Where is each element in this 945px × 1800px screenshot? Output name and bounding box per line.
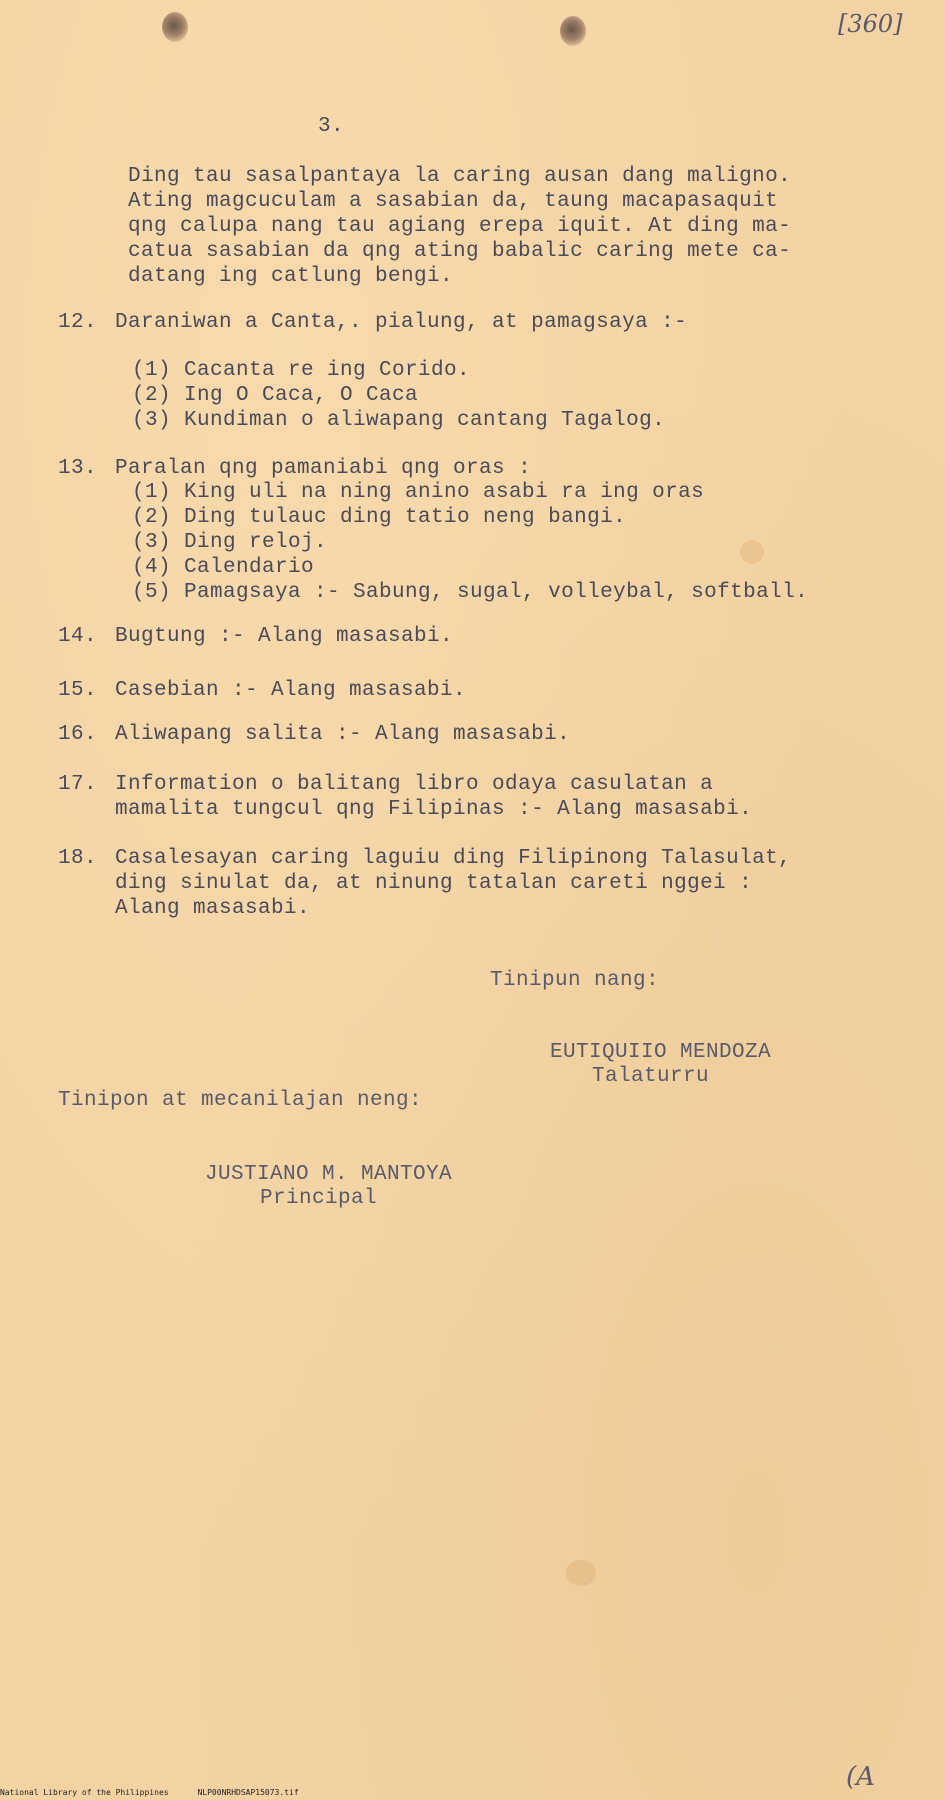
sub-item: (5) Pamagsaya :- Sabung, sugal, volleybal, softball. bbox=[132, 581, 809, 604]
intro-line: qng calupa nang tau agiang erepa iquit. At ding ma- bbox=[128, 215, 792, 238]
item-number: 17. bbox=[58, 773, 98, 796]
item-text: mamalita tungcul qng Filipinas :- Alang masasabi. bbox=[115, 798, 753, 821]
punch-hole-right bbox=[560, 16, 586, 46]
stain bbox=[740, 540, 764, 564]
intro-line: datang ing catlung bengi. bbox=[128, 265, 454, 288]
intro-line: Ding tau sasalpantaya la caring ausan dang maligno. bbox=[128, 165, 792, 188]
item-text: Casebian :- Alang masasabi. bbox=[115, 679, 467, 702]
sub-item: (3) Kundiman o aliwapang cantang Tagalog. bbox=[132, 409, 666, 432]
punch-hole-left bbox=[162, 12, 188, 42]
sub-item: (2) Ding tulauc ding tatio neng bangi. bbox=[132, 506, 627, 529]
sub-item: (4) Calendario bbox=[132, 556, 315, 579]
item-number: 13. bbox=[58, 457, 98, 480]
corner-mark: (A bbox=[846, 1762, 875, 1792]
sub-item: (1) Cacanta re ing Corido. bbox=[132, 359, 471, 382]
collector-name: EUTIQUIIO MENDOZA bbox=[550, 1041, 772, 1064]
item-text: Alang masasabi. bbox=[115, 897, 311, 920]
item-text: ding sinulat da, at ninung tatalan careti nggei : bbox=[115, 872, 753, 895]
item-text: Information o balitang libro odaya casulatan a bbox=[115, 773, 714, 796]
item-text: Casalesayan caring laguiu ding Filipinong Talasulat, bbox=[115, 847, 792, 870]
page-number: 3. bbox=[318, 115, 345, 138]
archive-number: [360] bbox=[838, 10, 903, 38]
principal-role: Principal bbox=[260, 1187, 378, 1210]
item-number: 16. bbox=[58, 723, 98, 746]
item-number: 12. bbox=[58, 311, 98, 334]
collected-by-label: Tinipun nang: bbox=[490, 969, 660, 992]
item-text: Bugtung :- Alang masasabi. bbox=[115, 625, 454, 648]
sub-item: (2) Ing O Caca, O Caca bbox=[132, 384, 419, 407]
item-text: Aliwapang salita :- Alang masasabi. bbox=[115, 723, 571, 746]
item-title: Paralan qng pamaniabi qng oras : bbox=[115, 457, 532, 480]
item-title: Daraniwan a Canta,. pialung, at pamagsaya :- bbox=[115, 311, 688, 334]
principal-name: JUSTIANO M. MANTOYA bbox=[205, 1163, 453, 1186]
reviewed-by-label: Tinipon at mecanilajan neng: bbox=[58, 1089, 423, 1112]
footer bbox=[0, 1788, 299, 1797]
item-number: 18. bbox=[58, 847, 98, 870]
intro-line: catua sasabian da qng ating babalic caring mete ca- bbox=[128, 240, 792, 263]
footer-library: National Library of the Philippines bbox=[0, 1788, 169, 1797]
footer-file: NLP00NRHDSAP15073.tif bbox=[197, 1788, 299, 1797]
stain bbox=[566, 1560, 596, 1586]
item-number: 15. bbox=[58, 679, 98, 702]
sub-item: (3) Ding reloj. bbox=[132, 531, 328, 554]
collector-role: Talaturru bbox=[592, 1065, 710, 1088]
intro-line: Ating magcuculam a sasabian da, taung macapasaquit bbox=[128, 190, 779, 213]
item-number: 14. bbox=[58, 625, 98, 648]
sub-item: (1) King uli na ning anino asabi ra ing oras bbox=[132, 481, 705, 504]
